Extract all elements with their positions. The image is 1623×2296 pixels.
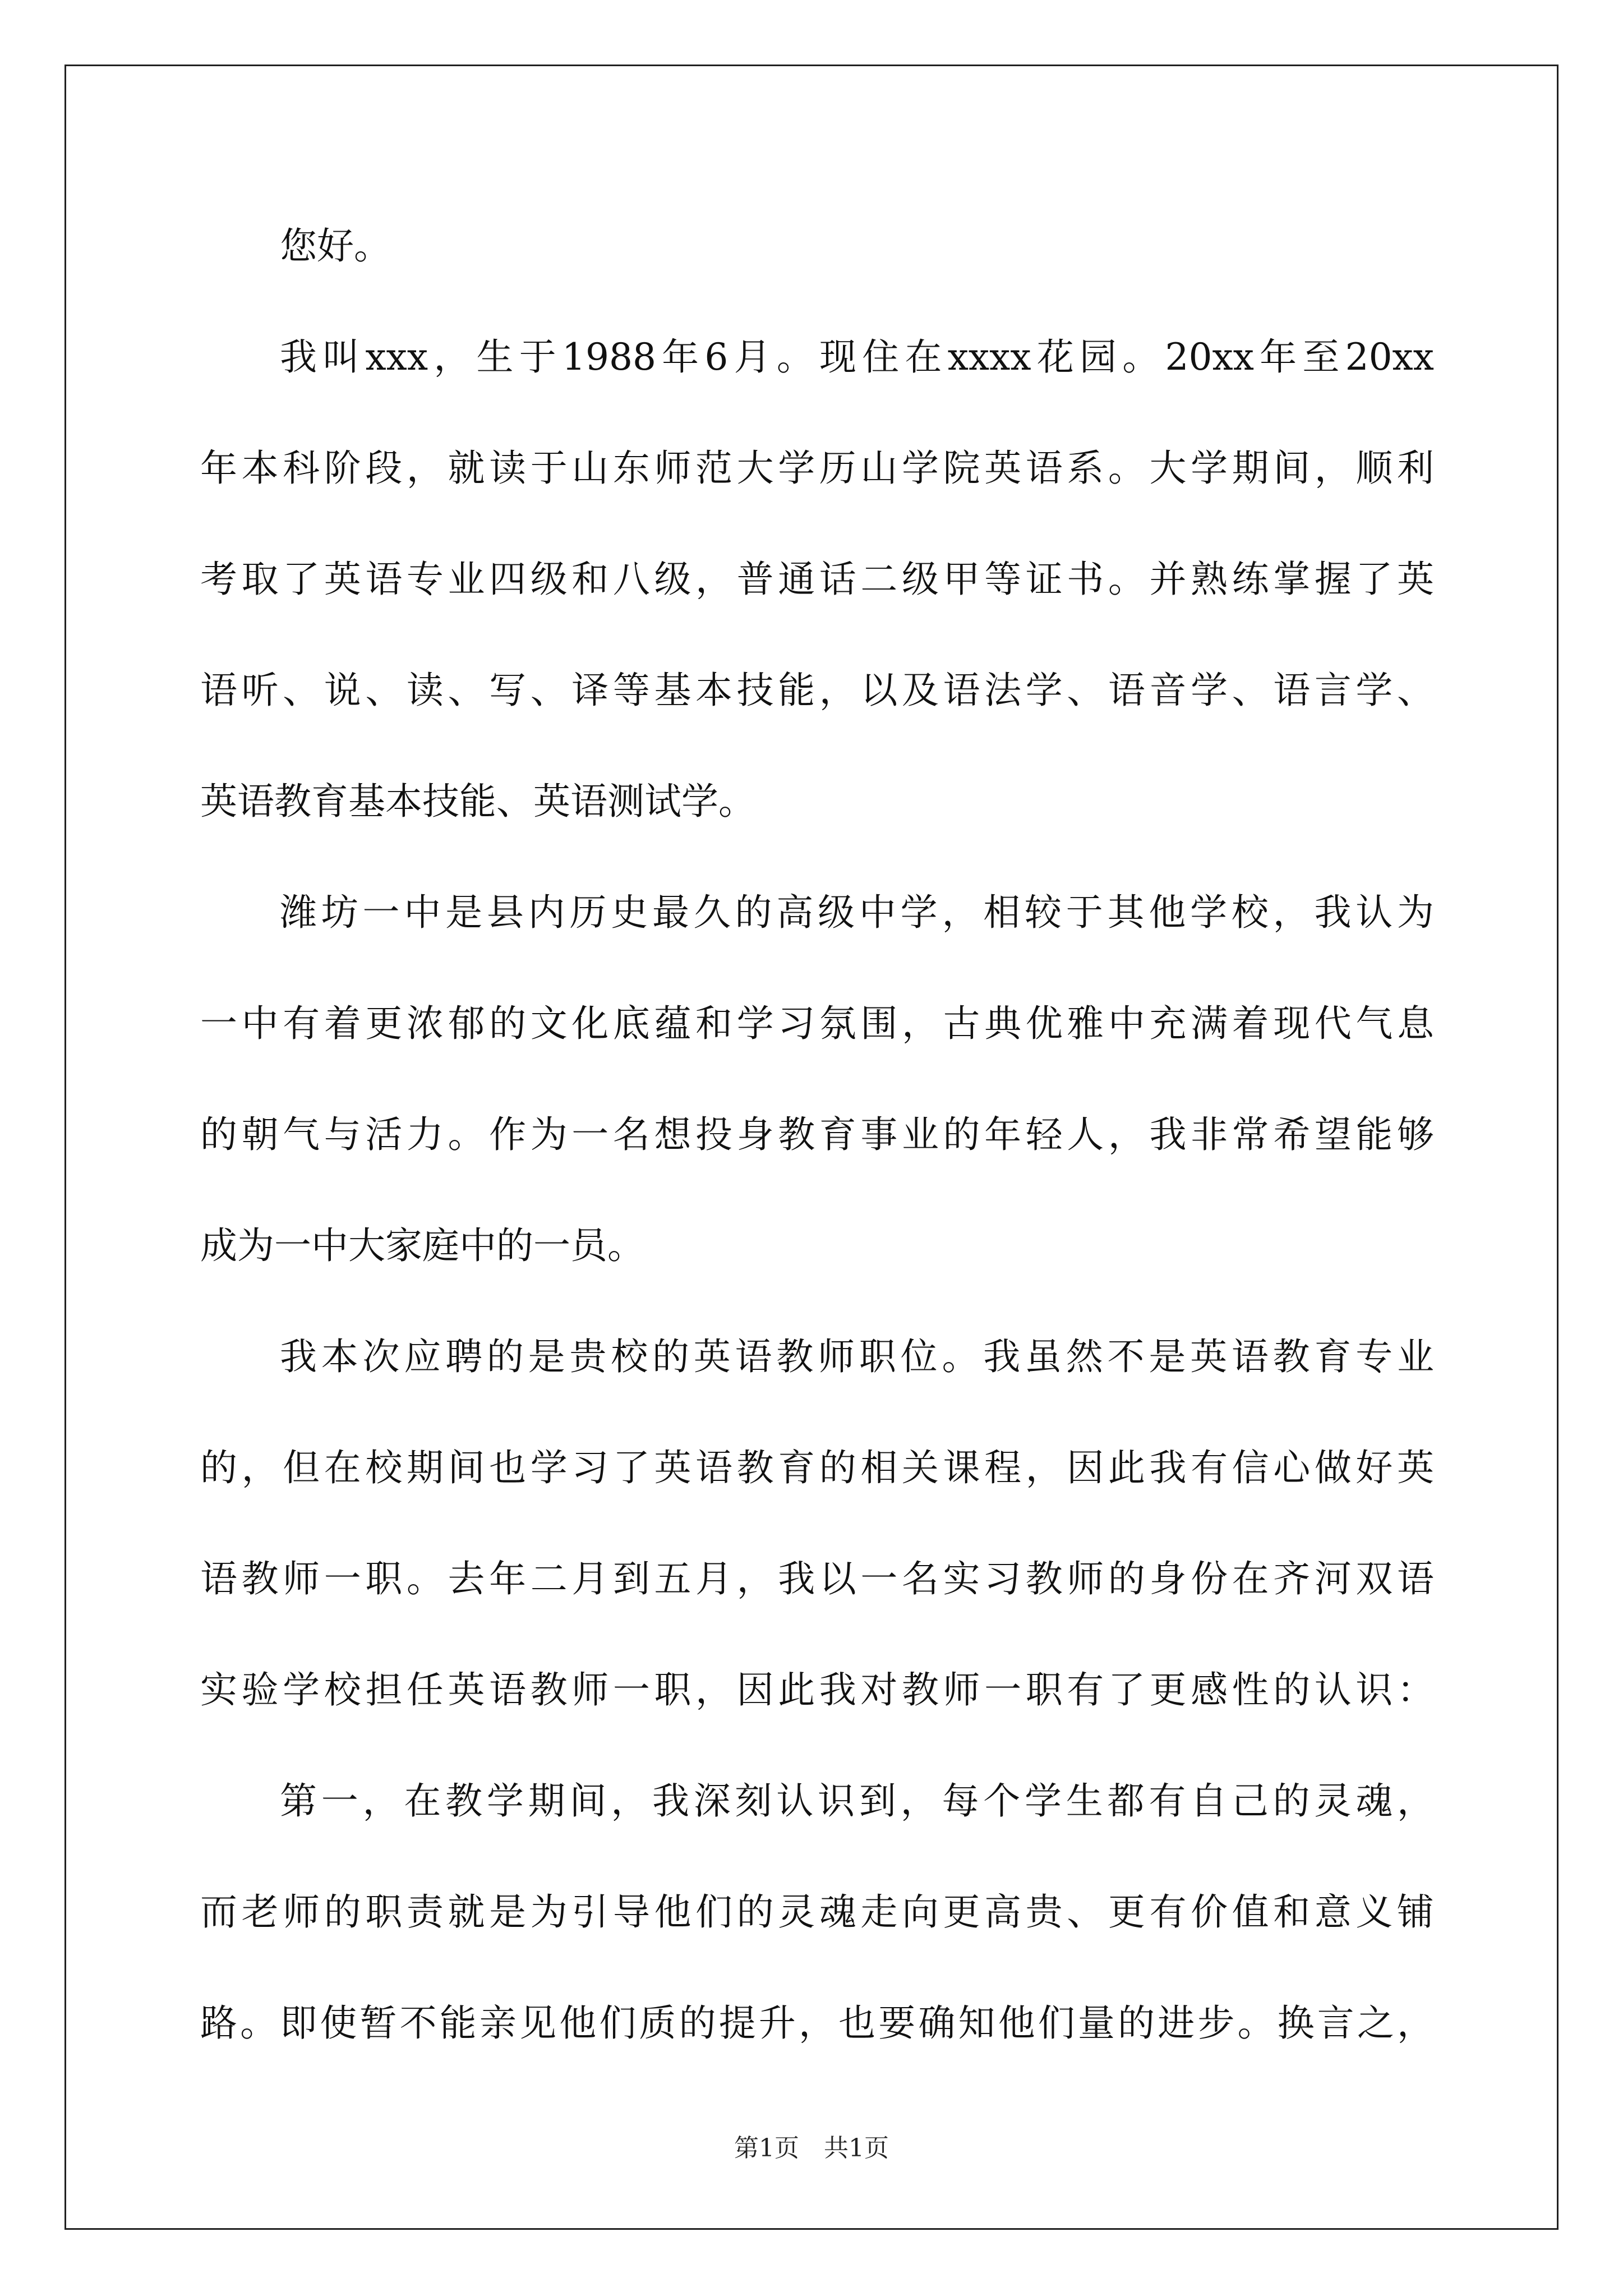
paragraph-line: 语听、说、读、写、译等基本技能，以及语法学、语音学、语言学、 (200, 669, 1434, 712)
page-number-footer: 第1页 共1页 (734, 2134, 889, 2162)
paragraph-line: 实验学校担任英语教师一职，因此我对教师一职有了更感性的认识： (200, 1668, 1434, 1711)
paragraph-line: 考取了英语专业四级和八级，普通话二级甲等证书。并熟练掌握了英 (200, 558, 1434, 601)
paragraph-line: 我叫xxx，生于1988年6月。现住在xxxx花园。20xx年至20xx (280, 335, 1434, 379)
paragraph-line: 而老师的职责就是为引导他们的灵魂走向更高贵、更有价值和意义铺 (200, 1890, 1434, 1934)
paragraph-line: 路。即使暂不能亲见他们质的提升，也要确知他们量的进步。换言之， (200, 2001, 1434, 2045)
paragraph-line: 年本科阶段，就读于山东师范大学历山学院英语系。大学期间，顺利 (200, 447, 1434, 490)
paragraph-line: 潍坊一中是县内历史最久的高级中学，相较于其他学校，我认为 (280, 891, 1434, 934)
paragraph-line: 的，但在校期间也学习了英语教育的相关课程，因此我有信心做好英 (200, 1446, 1434, 1489)
paragraph-line: 英语教育基本技能、英语测试学。 (200, 780, 755, 823)
paragraph-line: 的朝气与活力。作为一名想投身教育事业的年轻人，我非常希望能够 (200, 1113, 1434, 1156)
greeting-line: 您好。 (280, 224, 391, 268)
paragraph-line: 我本次应聘的是贵校的英语教师职位。我虽然不是英语教育专业 (280, 1335, 1434, 1378)
paragraph-line: 成为一中大家庭中的一员。 (200, 1224, 644, 1267)
document-body (200, 191, 1434, 2079)
paragraph-line: 语教师一职。去年二月到五月，我以一名实习教师的身份在齐河双语 (200, 1557, 1434, 1600)
paragraph-line: 一中有着更浓郁的文化底蕴和学习氛围，古典优雅中充满着现代气息 (200, 1002, 1434, 1045)
paragraph-line: 第一，在教学期间，我深刻认识到，每个学生都有自己的灵魂， (280, 1779, 1434, 1823)
